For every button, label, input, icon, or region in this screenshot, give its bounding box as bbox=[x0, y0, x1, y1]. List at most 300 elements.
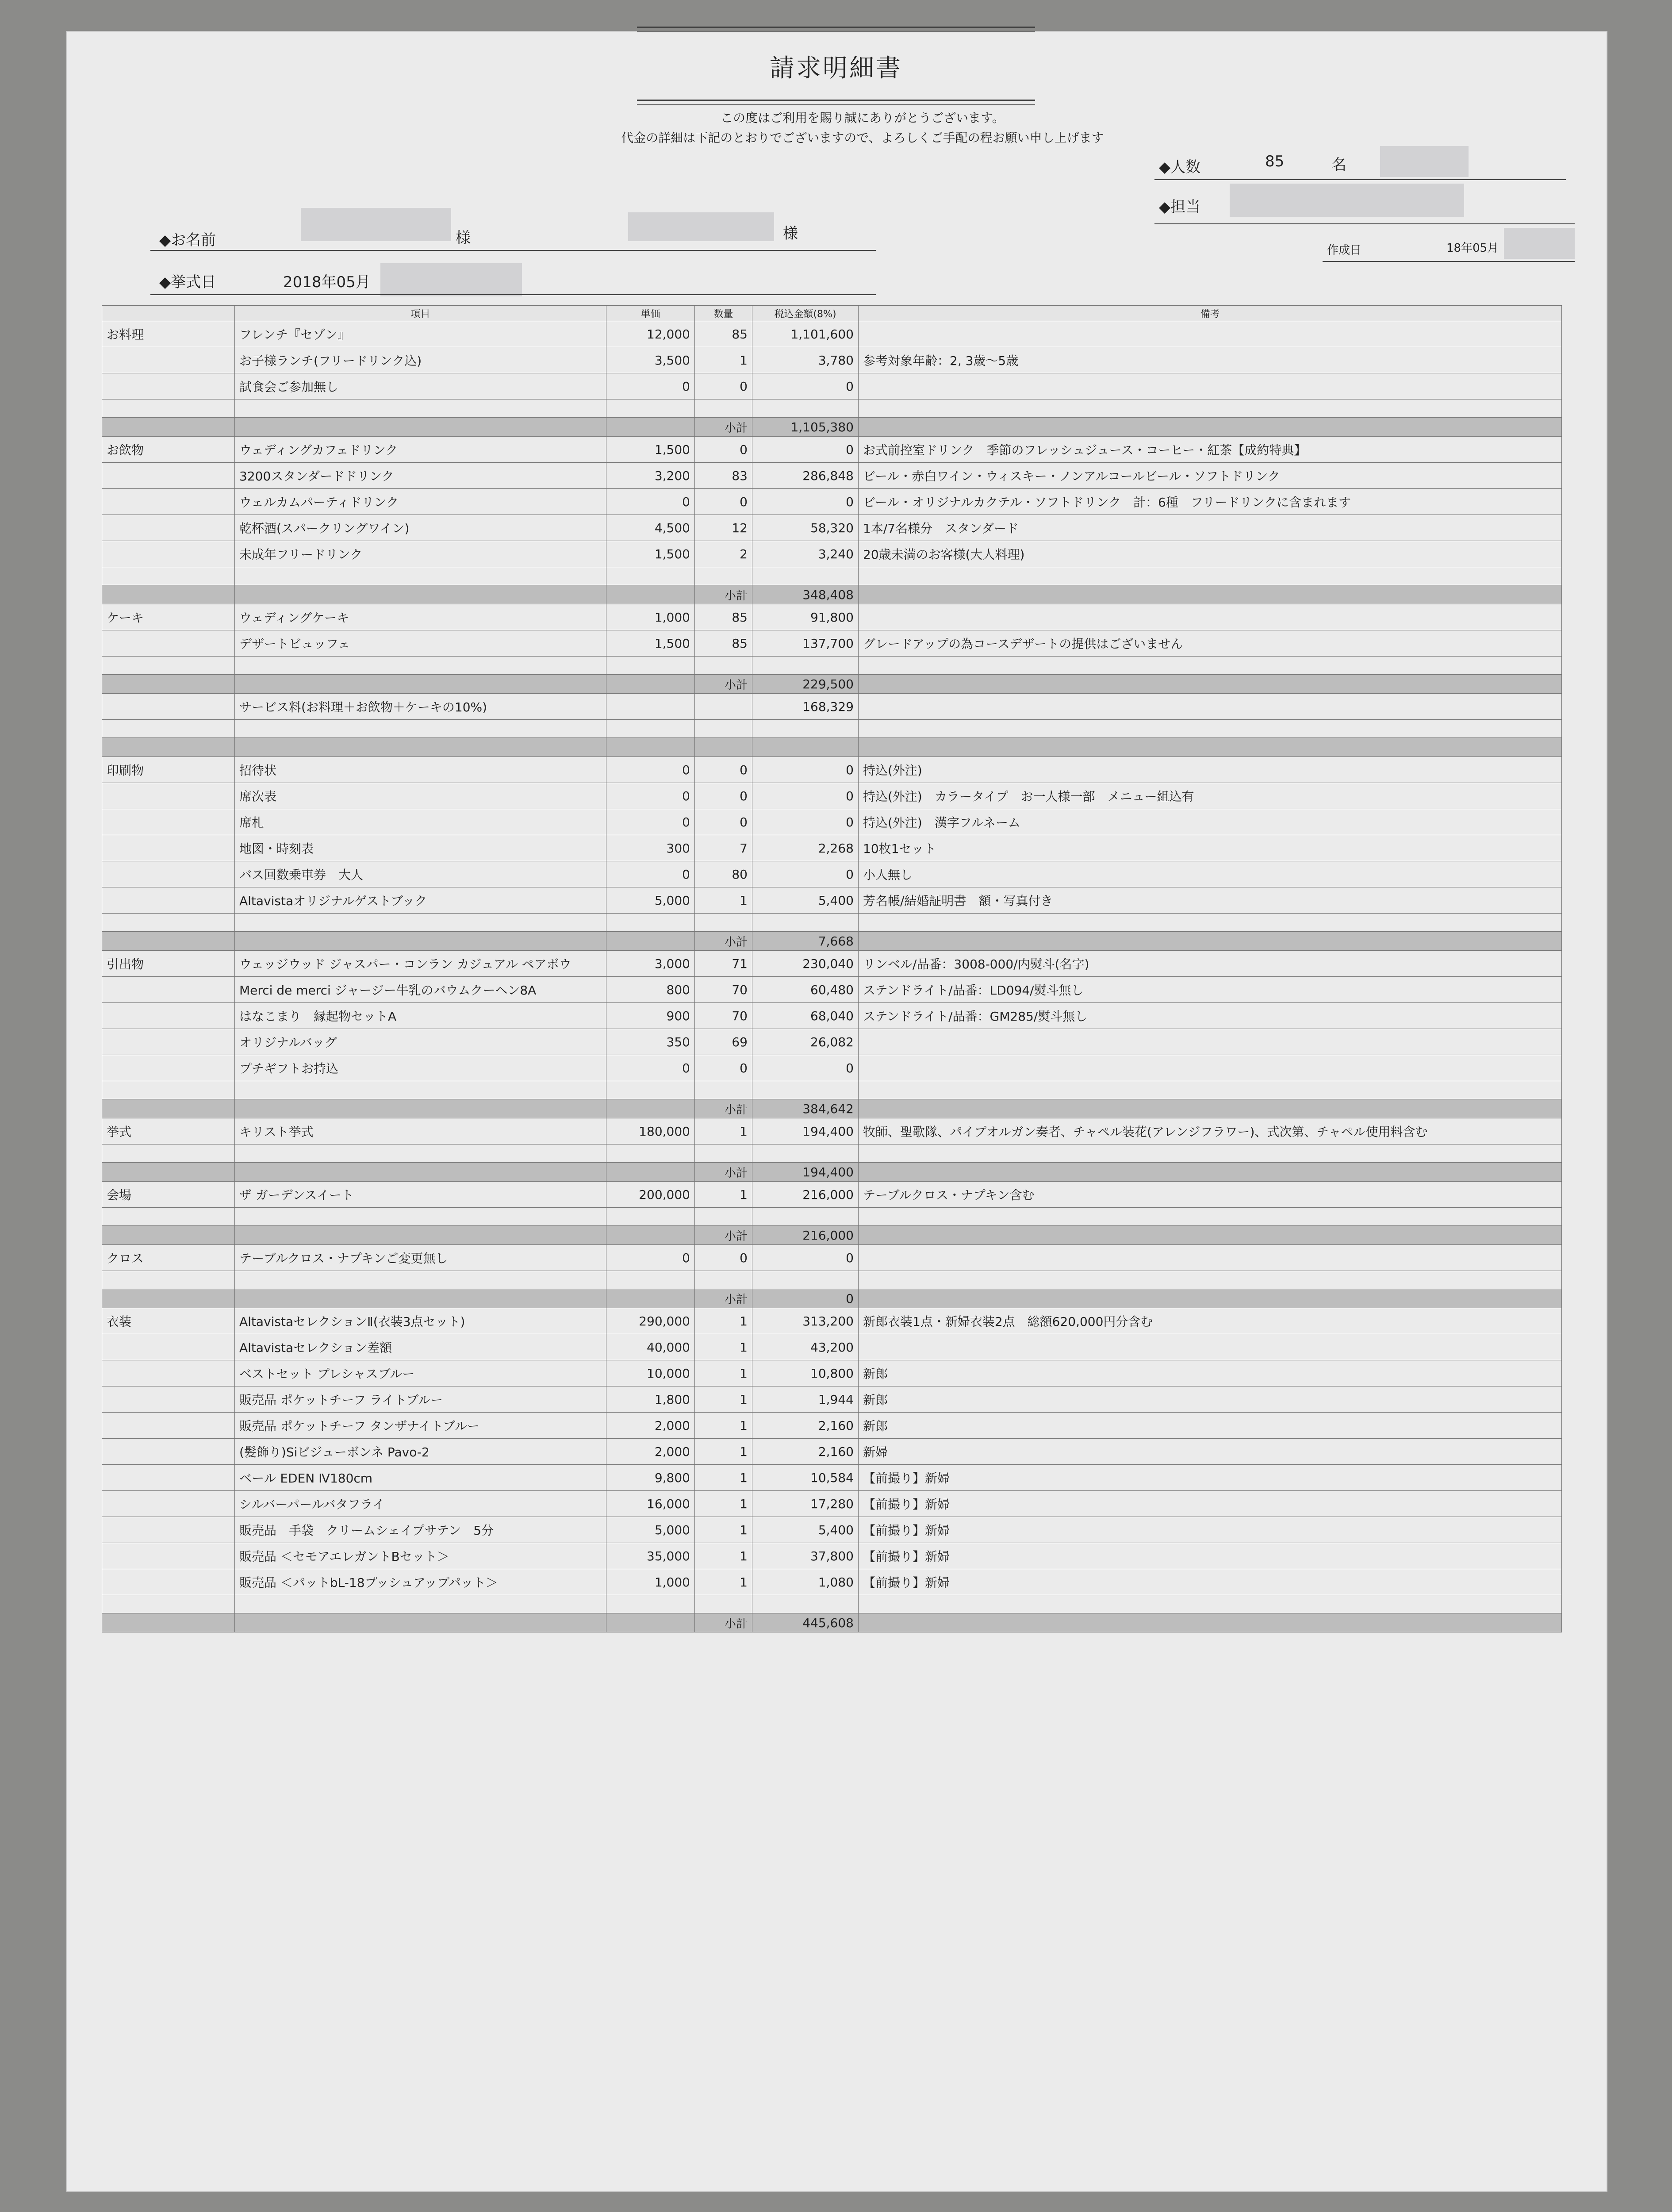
blank-cell bbox=[695, 1595, 752, 1613]
redacted-area bbox=[1380, 146, 1469, 177]
table-row bbox=[102, 1308, 1562, 1334]
item-cell: 3200スタンダードドリンク bbox=[235, 463, 606, 489]
blank-cell bbox=[695, 657, 752, 675]
blank-row bbox=[102, 914, 1562, 932]
note-cell: お式前控室ドリンク 季節のフレッシュジュース・コーヒー・紅茶【成約特典】 bbox=[859, 437, 1562, 463]
table-row bbox=[102, 1055, 1562, 1081]
category-cell bbox=[102, 783, 235, 809]
note-cell bbox=[859, 373, 1562, 399]
blank-cell bbox=[752, 567, 859, 585]
quantity-cell: 0 bbox=[695, 437, 752, 463]
blank-cell bbox=[695, 1144, 752, 1163]
table-row bbox=[102, 977, 1562, 1003]
subtotal-amount: 348,408 bbox=[752, 585, 859, 604]
table-header-row bbox=[102, 306, 1562, 321]
amount-cell: 58,320 bbox=[752, 515, 859, 541]
amount-cell: 286,848 bbox=[752, 463, 859, 489]
note-cell: ステンドライト/品番：GM285/熨斗無し bbox=[859, 1003, 1562, 1029]
subtotal-blank bbox=[606, 1226, 695, 1245]
created-value: 18年05月 bbox=[1446, 242, 1499, 255]
item-cell: Altavistaオリジナルゲストブック bbox=[235, 887, 606, 914]
subtotal-blank bbox=[102, 585, 235, 604]
subtotal-blank bbox=[859, 675, 1562, 694]
subtotal-label: 小計 bbox=[695, 1099, 752, 1118]
subtotal-blank bbox=[859, 585, 1562, 604]
item-cell: ウェッジウッド ジャスパー・コンラン カジュアル ペアボウ bbox=[235, 951, 606, 977]
note-cell: 持込(外注) bbox=[859, 757, 1562, 783]
blank-cell bbox=[859, 1208, 1562, 1226]
quantity-cell: 80 bbox=[695, 861, 752, 887]
unit-price-cell: 40,000 bbox=[606, 1334, 695, 1360]
subtotal-blank bbox=[102, 675, 235, 694]
category-cell bbox=[102, 1386, 235, 1413]
blank-cell bbox=[859, 399, 1562, 418]
unit-price-cell: 0 bbox=[606, 809, 695, 835]
guests-label: ◆人数 bbox=[1159, 158, 1201, 176]
table-row bbox=[102, 783, 1562, 809]
category-cell bbox=[102, 1517, 235, 1543]
table-row bbox=[102, 809, 1562, 835]
blank-cell bbox=[606, 1144, 695, 1163]
item-cell: AltavistaセレクションⅡ(衣装3点セット) bbox=[235, 1308, 606, 1334]
note-cell: テーブルクロス・ナプキン含む bbox=[859, 1182, 1562, 1208]
subtotal-blank bbox=[102, 932, 235, 951]
blank-cell bbox=[606, 1208, 695, 1226]
created-label: 作成日 bbox=[1327, 244, 1362, 257]
unit-price-cell: 4,500 bbox=[606, 515, 695, 541]
category-cell bbox=[102, 1543, 235, 1569]
category-cell bbox=[102, 1465, 235, 1491]
unit-price-cell: 200,000 bbox=[606, 1182, 695, 1208]
subtotal-row bbox=[102, 738, 1562, 757]
header-note: 備考 bbox=[859, 306, 1562, 321]
blank-cell bbox=[859, 1595, 1562, 1613]
blank-cell bbox=[235, 1595, 606, 1613]
blank-cell bbox=[859, 657, 1562, 675]
note-cell: ビール・赤白ワイン・ウィスキー・ノンアルコールビール・ソフトドリンク bbox=[859, 463, 1562, 489]
unit-price-cell: 0 bbox=[606, 489, 695, 515]
blank-cell bbox=[752, 399, 859, 418]
amount-cell: 5,400 bbox=[752, 887, 859, 914]
blank-row bbox=[102, 567, 1562, 585]
subtotal-blank bbox=[235, 675, 606, 694]
blank-cell bbox=[859, 1271, 1562, 1289]
amount-cell: 37,800 bbox=[752, 1543, 859, 1569]
blank-cell bbox=[752, 1081, 859, 1099]
ceremony-value: 2018年05月 bbox=[283, 273, 371, 291]
note-cell: 新郎衣装1点・新婦衣装2点 総額620,000円分含む bbox=[859, 1308, 1562, 1334]
amount-cell: 0 bbox=[752, 1055, 859, 1081]
unit-price-cell: 1,500 bbox=[606, 541, 695, 567]
subtotal-blank bbox=[235, 1226, 606, 1245]
item-cell: プチギフトお持込 bbox=[235, 1055, 606, 1081]
note-cell: 20歳未満のお客様(大人料理) bbox=[859, 541, 1562, 567]
item-cell: 販売品 ポケットチーフ タンザナイトブルー bbox=[235, 1413, 606, 1439]
amount-cell: 0 bbox=[752, 809, 859, 835]
subtotal-row bbox=[102, 418, 1562, 437]
subtotal-blank bbox=[102, 738, 235, 757]
amount-cell: 0 bbox=[752, 373, 859, 399]
quantity-cell: 0 bbox=[695, 809, 752, 835]
subtotal-blank bbox=[606, 738, 695, 757]
subtotal-amount: 216,000 bbox=[752, 1226, 859, 1245]
subtotal-blank bbox=[235, 418, 606, 437]
unit-price-cell: 5,000 bbox=[606, 1517, 695, 1543]
category-cell: 挙式 bbox=[102, 1118, 235, 1144]
category-cell bbox=[102, 373, 235, 399]
blank-cell bbox=[695, 567, 752, 585]
subtotal-blank bbox=[235, 738, 606, 757]
greeting-line-1: この度はご利用を賜り誠にありがとうございます。 bbox=[721, 111, 1005, 125]
blank-cell bbox=[102, 1208, 235, 1226]
quantity-cell: 1 bbox=[695, 1569, 752, 1595]
table-row bbox=[102, 1413, 1562, 1439]
quantity-cell: 1 bbox=[695, 1413, 752, 1439]
category-cell bbox=[102, 861, 235, 887]
quantity-cell: 0 bbox=[695, 1055, 752, 1081]
category-cell bbox=[102, 1055, 235, 1081]
item-cell: デザートビュッフェ bbox=[235, 630, 606, 657]
category-cell bbox=[102, 835, 235, 861]
subtotal-blank bbox=[606, 1613, 695, 1632]
blank-cell bbox=[695, 914, 752, 932]
blank-row bbox=[102, 1271, 1562, 1289]
amount-cell: 1,944 bbox=[752, 1386, 859, 1413]
unit-price-cell: 1,800 bbox=[606, 1386, 695, 1413]
subtotal-label: 小計 bbox=[695, 932, 752, 951]
note-cell: 持込(外注) 漢字フルネーム bbox=[859, 809, 1562, 835]
amount-cell: 0 bbox=[752, 861, 859, 887]
quantity-cell: 1 bbox=[695, 1517, 752, 1543]
note-cell: 参考対象年齢：2, 3歳〜5歳 bbox=[859, 347, 1562, 373]
subtotal-amount: 7,668 bbox=[752, 932, 859, 951]
unit-price-cell: 900 bbox=[606, 1003, 695, 1029]
quantity-cell: 1 bbox=[695, 1439, 752, 1465]
quantity-cell: 0 bbox=[695, 1245, 752, 1271]
category-cell bbox=[102, 694, 235, 720]
blank-cell bbox=[102, 399, 235, 418]
table-row bbox=[102, 1569, 1562, 1595]
amount-cell: 194,400 bbox=[752, 1118, 859, 1144]
blank-cell bbox=[695, 720, 752, 738]
subtotal-label: 小計 bbox=[695, 1226, 752, 1245]
table-row bbox=[102, 1360, 1562, 1386]
quantity-cell: 71 bbox=[695, 951, 752, 977]
blank-cell bbox=[235, 567, 606, 585]
header-category bbox=[102, 306, 235, 321]
subtotal-blank bbox=[859, 738, 1562, 757]
note-cell bbox=[859, 321, 1562, 347]
table-row bbox=[102, 887, 1562, 914]
subtotal-blank bbox=[606, 1163, 695, 1182]
unit-price-cell: 0 bbox=[606, 861, 695, 887]
item-cell: 販売品 ＜パットbL-18プッシュアップパット＞ bbox=[235, 1569, 606, 1595]
category-cell: クロス bbox=[102, 1245, 235, 1271]
blank-cell bbox=[235, 399, 606, 418]
subtotal-blank bbox=[102, 1289, 235, 1308]
blank-cell bbox=[606, 720, 695, 738]
quantity-cell: 7 bbox=[695, 835, 752, 861]
category-cell: ケーキ bbox=[102, 604, 235, 630]
unit-price-cell: 180,000 bbox=[606, 1118, 695, 1144]
item-cell: フレンチ『セゾン』 bbox=[235, 321, 606, 347]
quantity-cell: 1 bbox=[695, 1543, 752, 1569]
subtotal-label: 小計 bbox=[695, 418, 752, 437]
blank-row bbox=[102, 399, 1562, 418]
subtotal-blank bbox=[859, 418, 1562, 437]
unit-price-cell: 800 bbox=[606, 977, 695, 1003]
unit-price-cell: 3,500 bbox=[606, 347, 695, 373]
blank-cell bbox=[102, 720, 235, 738]
blank-cell bbox=[102, 914, 235, 932]
table-row bbox=[102, 951, 1562, 977]
category-cell bbox=[102, 463, 235, 489]
category-cell bbox=[102, 630, 235, 657]
note-cell: 【前撮り】新婦 bbox=[859, 1517, 1562, 1543]
item-cell: オリジナルバッグ bbox=[235, 1029, 606, 1055]
blank-cell bbox=[752, 1208, 859, 1226]
item-cell: Altavistaセレクション差額 bbox=[235, 1334, 606, 1360]
unit-price-cell: 300 bbox=[606, 835, 695, 861]
name-underline bbox=[150, 250, 876, 251]
unit-price-cell: 0 bbox=[606, 783, 695, 809]
title-rule-top bbox=[637, 27, 1035, 32]
amount-cell: 0 bbox=[752, 783, 859, 809]
table-row bbox=[102, 373, 1562, 399]
guests-underline bbox=[1154, 179, 1566, 180]
note-cell: 【前撮り】新婦 bbox=[859, 1491, 1562, 1517]
note-cell bbox=[859, 1245, 1562, 1271]
amount-cell: 17,280 bbox=[752, 1491, 859, 1517]
ceremony-underline bbox=[150, 294, 876, 295]
subtotal-label: 小計 bbox=[695, 1613, 752, 1632]
unit-price-cell: 16,000 bbox=[606, 1491, 695, 1517]
redacted-area bbox=[301, 208, 451, 241]
unit-price-cell: 290,000 bbox=[606, 1308, 695, 1334]
subtotal-amount: 0 bbox=[752, 1289, 859, 1308]
blank-cell bbox=[752, 914, 859, 932]
redacted-area bbox=[380, 263, 522, 296]
unit-price-cell: 2,000 bbox=[606, 1439, 695, 1465]
amount-cell: 0 bbox=[752, 489, 859, 515]
category-cell bbox=[102, 1569, 235, 1595]
blank-cell bbox=[235, 657, 606, 675]
note-cell bbox=[859, 1055, 1562, 1081]
subtotal-blank bbox=[859, 932, 1562, 951]
item-cell: 販売品 ポケットチーフ ライトブルー bbox=[235, 1386, 606, 1413]
blank-cell bbox=[752, 657, 859, 675]
item-cell: キリスト挙式 bbox=[235, 1118, 606, 1144]
unit-price-cell: 0 bbox=[606, 373, 695, 399]
unit-price-cell: 1,500 bbox=[606, 630, 695, 657]
quantity-cell: 0 bbox=[695, 757, 752, 783]
subtotal-label: 小計 bbox=[695, 585, 752, 604]
category-cell bbox=[102, 1029, 235, 1055]
subtotal-label: 小計 bbox=[695, 1163, 752, 1182]
table-row bbox=[102, 835, 1562, 861]
table-row bbox=[102, 1465, 1562, 1491]
item-cell: お子様ランチ(フリードリンク込) bbox=[235, 347, 606, 373]
table-row bbox=[102, 1003, 1562, 1029]
amount-cell: 10,800 bbox=[752, 1360, 859, 1386]
subtotal-blank bbox=[102, 418, 235, 437]
note-cell bbox=[859, 694, 1562, 720]
quantity-cell: 1 bbox=[695, 1491, 752, 1517]
item-cell: ウェディングカフェドリンク bbox=[235, 437, 606, 463]
blank-cell bbox=[102, 1595, 235, 1613]
table-row bbox=[102, 604, 1562, 630]
category-cell bbox=[102, 1413, 235, 1439]
note-cell: 【前撮り】新婦 bbox=[859, 1569, 1562, 1595]
amount-cell: 3,240 bbox=[752, 541, 859, 567]
table-row bbox=[102, 861, 1562, 887]
table-row bbox=[102, 1334, 1562, 1360]
item-cell: ベストセット プレシャスブルー bbox=[235, 1360, 606, 1386]
subtotal-amount: 229,500 bbox=[752, 675, 859, 694]
quantity-cell: 1 bbox=[695, 1182, 752, 1208]
subtotal-blank bbox=[606, 675, 695, 694]
note-cell bbox=[859, 604, 1562, 630]
item-cell: 席札 bbox=[235, 809, 606, 835]
quantity-cell: 1 bbox=[695, 887, 752, 914]
ceremony-label: ◆挙式日 bbox=[159, 273, 216, 291]
blank-cell bbox=[606, 914, 695, 932]
subtotal-amount: 384,642 bbox=[752, 1099, 859, 1118]
note-cell: 新郎 bbox=[859, 1360, 1562, 1386]
amount-cell: 0 bbox=[752, 437, 859, 463]
table-row bbox=[102, 515, 1562, 541]
header-quantity: 数量 bbox=[695, 306, 752, 321]
category-cell bbox=[102, 887, 235, 914]
quantity-cell: 1 bbox=[695, 1386, 752, 1413]
blank-cell bbox=[606, 1271, 695, 1289]
item-cell: はなこまり 縁起物セットA bbox=[235, 1003, 606, 1029]
table-row bbox=[102, 1543, 1562, 1569]
subtotal-blank bbox=[606, 932, 695, 951]
subtotal-blank bbox=[859, 1226, 1562, 1245]
amount-cell: 2,160 bbox=[752, 1439, 859, 1465]
blank-cell bbox=[752, 1144, 859, 1163]
unit-price-cell: 3,000 bbox=[606, 951, 695, 977]
note-cell: 新郎 bbox=[859, 1413, 1562, 1439]
table-row bbox=[102, 489, 1562, 515]
item-cell: シルバーパールバタフライ bbox=[235, 1491, 606, 1517]
blank-cell bbox=[752, 720, 859, 738]
blank-cell bbox=[606, 567, 695, 585]
amount-cell: 1,101,600 bbox=[752, 321, 859, 347]
subtotal-label: 小計 bbox=[695, 675, 752, 694]
blank-cell bbox=[695, 399, 752, 418]
amount-cell: 0 bbox=[752, 1245, 859, 1271]
blank-cell bbox=[695, 1271, 752, 1289]
header-item: 項目 bbox=[235, 306, 606, 321]
blank-cell bbox=[695, 1208, 752, 1226]
quantity-cell: 1 bbox=[695, 1334, 752, 1360]
blank-cell bbox=[235, 1144, 606, 1163]
amount-cell: 168,329 bbox=[752, 694, 859, 720]
note-cell: 【前撮り】新婦 bbox=[859, 1543, 1562, 1569]
subtotal-row bbox=[102, 585, 1562, 604]
item-cell: 招待状 bbox=[235, 757, 606, 783]
unit-price-cell bbox=[606, 694, 695, 720]
name-label: ◆お名前 bbox=[159, 231, 216, 249]
item-cell: 試食会ご参加無し bbox=[235, 373, 606, 399]
quantity-cell: 1 bbox=[695, 1465, 752, 1491]
table-row bbox=[102, 1439, 1562, 1465]
item-cell: Merci de merci ジャージー牛乳のバウムクーヘン8A bbox=[235, 977, 606, 1003]
subtotal-label bbox=[695, 738, 752, 757]
amount-cell: 60,480 bbox=[752, 977, 859, 1003]
category-cell: お飲物 bbox=[102, 437, 235, 463]
quantity-cell: 1 bbox=[695, 1118, 752, 1144]
quantity-cell: 83 bbox=[695, 463, 752, 489]
subtotal-blank bbox=[102, 1613, 235, 1632]
subtotal-blank bbox=[235, 932, 606, 951]
subtotal-row bbox=[102, 1289, 1562, 1308]
category-cell bbox=[102, 1360, 235, 1386]
note-cell: ビール・オリジナルカクテル・ソフトドリンク 計：6種 フリードリンクに含まれます bbox=[859, 489, 1562, 515]
blank-cell bbox=[235, 1081, 606, 1099]
table-row bbox=[102, 1517, 1562, 1543]
category-cell bbox=[102, 1439, 235, 1465]
blank-cell bbox=[606, 1595, 695, 1613]
category-cell bbox=[102, 1491, 235, 1517]
category-cell bbox=[102, 515, 235, 541]
table-row bbox=[102, 630, 1562, 657]
blank-row bbox=[102, 1595, 1562, 1613]
quantity-cell: 70 bbox=[695, 1003, 752, 1029]
greeting-line-2: 代金の詳細は下記のとおりでございますので、よろしくご手配の程お願い申し上げます bbox=[621, 131, 1104, 145]
blank-row bbox=[102, 1208, 1562, 1226]
amount-cell: 1,080 bbox=[752, 1569, 859, 1595]
redacted-area bbox=[1504, 228, 1575, 259]
category-cell bbox=[102, 489, 235, 515]
blank-cell bbox=[102, 1271, 235, 1289]
subtotal-amount bbox=[752, 738, 859, 757]
category-cell: 会場 bbox=[102, 1182, 235, 1208]
unit-price-cell: 0 bbox=[606, 1055, 695, 1081]
blank-cell bbox=[859, 1144, 1562, 1163]
redacted-area bbox=[1230, 184, 1464, 217]
subtotal-blank bbox=[235, 585, 606, 604]
blank-cell bbox=[859, 1081, 1562, 1099]
note-cell: 10枚1セット bbox=[859, 835, 1562, 861]
note-cell bbox=[859, 1334, 1562, 1360]
subtotal-blank bbox=[102, 1163, 235, 1182]
subtotal-blank bbox=[102, 1226, 235, 1245]
staff-label: ◆担当 bbox=[1159, 198, 1201, 216]
quantity-cell: 85 bbox=[695, 321, 752, 347]
item-cell: 販売品 手袋 クリームシェイプサテン 5分 bbox=[235, 1517, 606, 1543]
blank-row bbox=[102, 657, 1562, 675]
item-cell: 席次表 bbox=[235, 783, 606, 809]
note-cell bbox=[859, 1029, 1562, 1055]
honorific-2: 様 bbox=[783, 225, 798, 242]
category-cell: 引出物 bbox=[102, 951, 235, 977]
amount-cell: 2,268 bbox=[752, 835, 859, 861]
unit-price-cell: 5,000 bbox=[606, 887, 695, 914]
subtotal-blank bbox=[606, 418, 695, 437]
unit-price-cell: 0 bbox=[606, 757, 695, 783]
blank-cell bbox=[859, 914, 1562, 932]
subtotal-row bbox=[102, 675, 1562, 694]
header-amount: 税込金額(8%) bbox=[752, 306, 859, 321]
note-cell: ステンドライト/品番：LD094/熨斗無し bbox=[859, 977, 1562, 1003]
blank-row bbox=[102, 720, 1562, 738]
subtotal-row bbox=[102, 1163, 1562, 1182]
amount-cell: 0 bbox=[752, 757, 859, 783]
table-row bbox=[102, 1029, 1562, 1055]
